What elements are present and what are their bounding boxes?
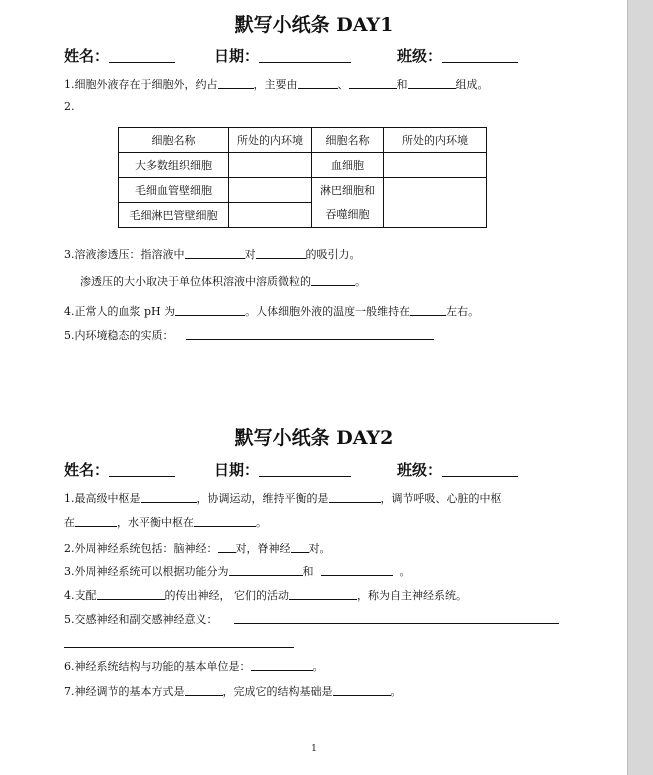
table-cell-blank [229, 178, 312, 203]
day2-class-field [397, 459, 518, 480]
answer-line [64, 647, 294, 648]
date-blank [259, 48, 351, 63]
day2-question-4: 4.支配 的传出神经， 它们的活动 ，称为自主神经系统。 [64, 589, 467, 602]
day2-question-1b: 在 ，水平衡中枢在 。 [64, 516, 267, 529]
table-cell: 毛细淋巴管壁细胞 [119, 203, 229, 228]
day2-question-3: 3.外周神经系统可以根据功能分为 和 。 [64, 565, 411, 578]
class-label: 班级： [397, 461, 443, 479]
day1-class-field [397, 45, 518, 66]
day2-question-2: 2.外周神经系统包括：脑神经： 对，脊神经 对。 [64, 542, 331, 555]
table-header: 细胞名称 [312, 128, 384, 153]
day2-name-field [64, 459, 175, 480]
day1-question-4: 4.正常人的血浆 pH 为 。人体细胞外液的温度一般维持在 左右。 [64, 305, 480, 318]
answer-line [186, 339, 434, 340]
class-label: 班级： [397, 47, 443, 65]
class-blank [442, 462, 518, 477]
table-cell: 淋巴细胞和 吞噬细胞 [312, 178, 384, 228]
day1-question-3: 3.溶液渗透压：指溶液中 对 的吸引力。 [64, 248, 361, 261]
day2-question-7: 7.神经调节的基本方式是 ，完成它的结构基础是 。 [64, 685, 402, 698]
answer-line [234, 623, 559, 624]
name-blank [109, 462, 175, 477]
page-number: 1 [311, 744, 317, 754]
name-label: 姓名： [64, 47, 110, 65]
day1-date-field [214, 45, 351, 66]
day1-question-2-label: 2. [64, 100, 75, 113]
table-cell: 血细胞 [312, 153, 384, 178]
day1-name-field [64, 45, 175, 66]
name-label: 姓名： [64, 461, 110, 479]
table-cell-blank [384, 178, 487, 228]
table-header: 所处的内环境 [384, 128, 487, 153]
day1-question-1: 1.细胞外液存在于细胞外，约占 ，主要由 、 和 组成。 [64, 78, 489, 91]
day1-title: 默写小纸条 DAY1 [234, 14, 394, 36]
table-cell-blank [229, 203, 312, 228]
table-cell: 毛细血管壁细胞 [119, 178, 229, 203]
class-blank [442, 48, 518, 63]
date-blank [259, 462, 351, 477]
day2-question-1: 1.最高级中枢是 ，协调运动，维持平衡的是 ，调节呼吸、心脏的中枢 [64, 492, 502, 505]
cell-environment-table [118, 127, 487, 228]
table-header: 所处的内环境 [229, 128, 312, 153]
name-blank [109, 48, 175, 63]
date-label: 日期： [214, 47, 260, 65]
table-header: 细胞名称 [119, 128, 229, 153]
day2-question-6: 6.神经系统结构与功能的基本单位是： 。 [64, 660, 324, 673]
day1-question-3b: 渗透压的大小取决于单位体积溶液中溶质微粒的 。 [80, 275, 366, 288]
viewer-background [628, 0, 653, 775]
date-label: 日期： [214, 461, 260, 479]
day2-title: 默写小纸条 DAY2 [234, 427, 394, 449]
day2-date-field [214, 459, 351, 480]
table-cell-blank [229, 153, 312, 178]
table-cell-blank [384, 153, 487, 178]
day2-question-5: 5.交感神经和副交感神经意义： [64, 613, 218, 626]
day1-question-5: 5.内环境稳态的实质： [64, 329, 174, 342]
table-cell: 大多数组织细胞 [119, 153, 229, 178]
